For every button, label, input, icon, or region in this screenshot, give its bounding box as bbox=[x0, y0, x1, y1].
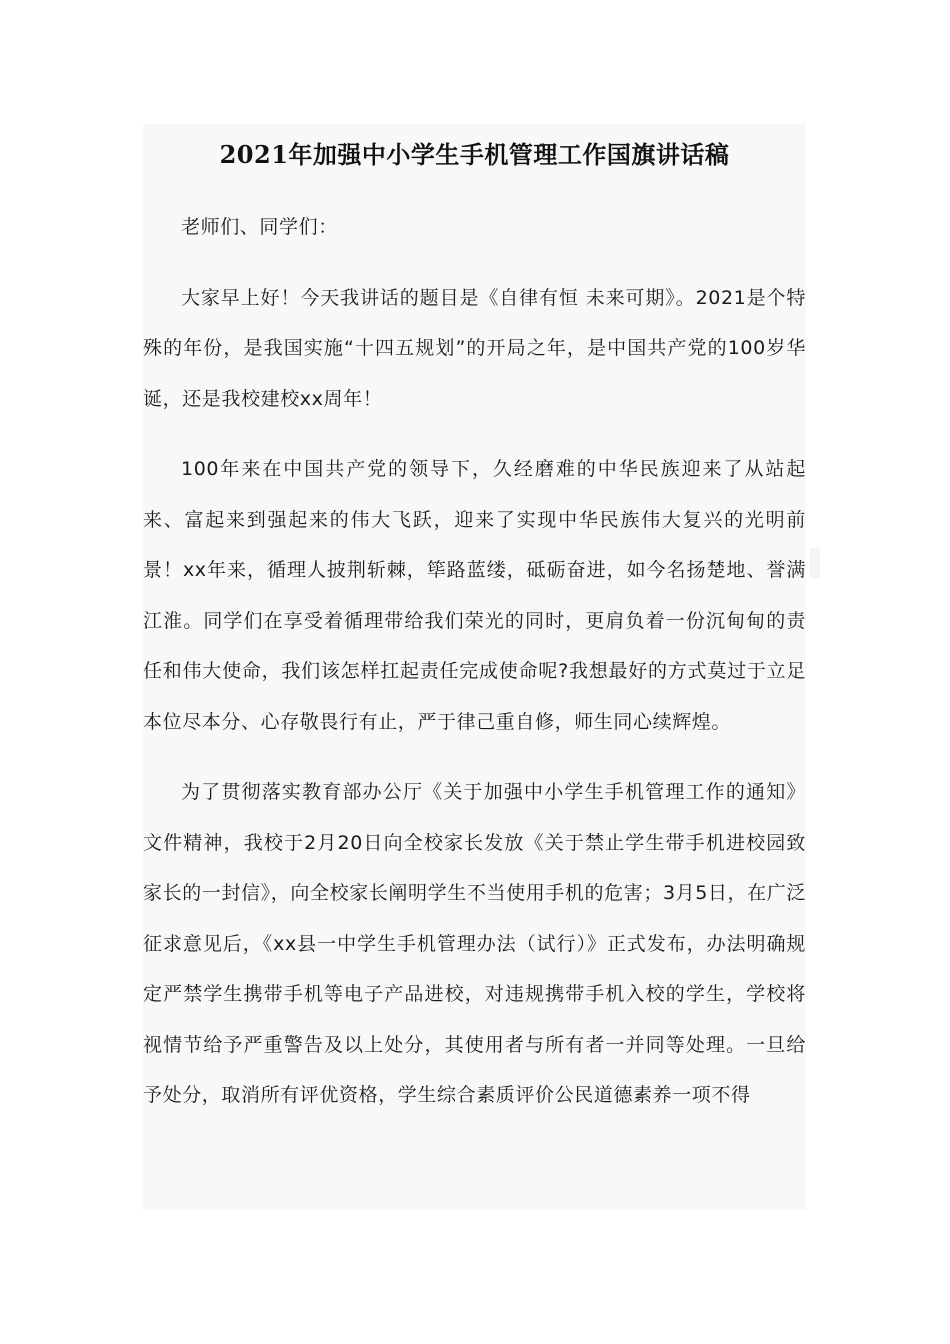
scan-artifact bbox=[810, 548, 820, 578]
document-body bbox=[143, 124, 806, 1210]
paragraph-3: 为了贯彻落实教育部办公厅《关于加强中小学生手机管理工作的通知》文件精神，我校于2月20日向全校家长发放《关于禁止学生带手机进校园致家长的一封信》，向全校家长阐明学生不当使用手机的危害；3月5日，在广泛征求意见后，《xx县一中学生手机管理办法（试行）》正式发布，办法明确规定严禁学生携带手机等电子产品进校，对违规携带手机入校的学生，学校将视情节给予严重警告及以上处分，其使用者与所有者一并同等处理。一旦给予处分，取消所有评优资格，学生综合素质评价公民道德素养一项不得 bbox=[143, 781, 806, 1106]
paragraph-1: 大家早上好！今天我讲话的题目是《自律有恒 未来可期》。2021是个特殊的年份，是我国实施“十四五规划”的开局之年，是中国共产党的100岁华诞，还是我校建校xx周年！ bbox=[143, 286, 806, 410]
paragraph-2: 100年来在中国共产党的领导下，久经磨难的中华民族迎来了从站起来、富起来到强起来的伟大飞跃，迎来了实现中华民族伟大复兴的光明前景！xx年来，循理人披荆斩棘，筚路蓝缕，砥砺奋进，如今名扬楚地、誉满江淮。同学们在享受着循理带给我们荣光的同时，更肩负着一份沉甸甸的责任和伟大使命，我们该怎样扛起责任完成使命呢?我想最好的方式莫过于立足本位尽本分、心存敬畏行有止，严于律己重自修，师生同心续辉煌。 bbox=[143, 458, 806, 733]
document-title: 2021年加强中小学生手机管理工作国旗讲话稿 bbox=[219, 140, 730, 169]
greeting: 老师们、同学们： bbox=[181, 216, 338, 238]
